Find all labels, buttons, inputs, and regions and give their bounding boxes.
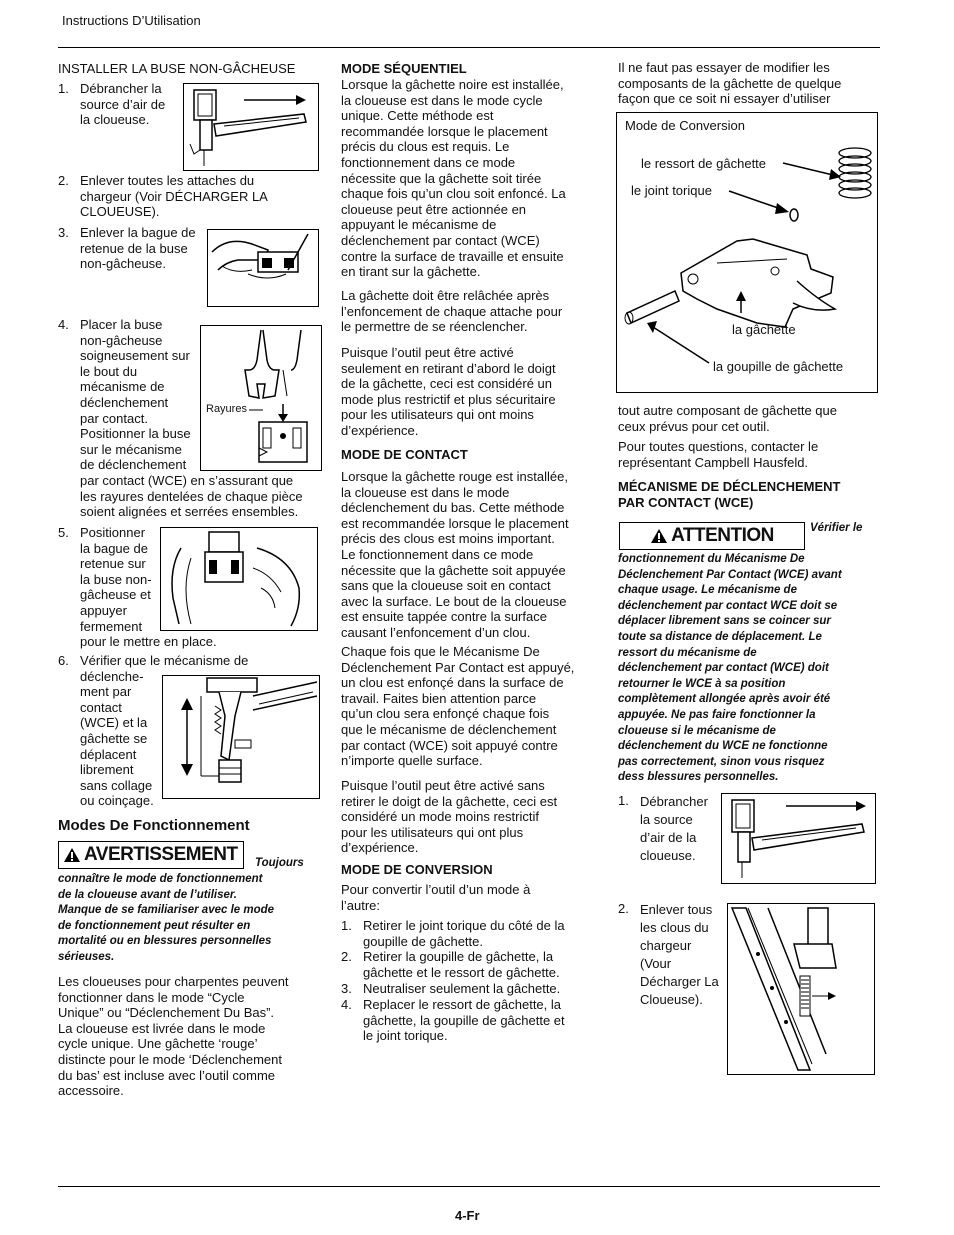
header-rule	[58, 47, 880, 48]
right-after: tout autre composant de gâchette que ceux prévus pour cet outil.	[618, 403, 837, 434]
seq-paragraph: Lorsque la gâchette noire est installée, la cloueuse est dans le mode cycle unique. Cette méthode est recommandée lorsque le placement précis du clous est requis. Le fonctionnement dans ce mode nécessite que la gâchette soit tirée chaque fois qu’un clou soit enfoncé. La cloueuse peut être actionnée en appuyant le mécanisme de déclenchement par contact (WCE) contre la surface de travaille et ensuite en tirant sur la gâchette.	[341, 77, 566, 280]
figure-disconnect-air-2	[721, 793, 876, 884]
figure-remove-ring	[207, 229, 319, 307]
step-number: 3.	[341, 981, 352, 996]
step-number: 2.	[58, 173, 69, 188]
warning-triangle-icon	[650, 528, 668, 544]
conversion-intro: Pour convertir l’outil d’un mode à l’autre:	[341, 882, 531, 913]
step-text: Enlever toutes les attaches du chargeur (Voir DÉCHARGER LA CLOUEUSE).	[80, 173, 268, 220]
attention-text: fonctionnement du Mécanisme De Déclenchement Par Contact (WCE) avant chaque usage. Le mécanisme de déclenchement par contact WCE doit se déplacer librement sans se coincer sur toute sa distance de déplacement. Le ressort du mécanisme de déclenchement par contact (WCE) doit retourner le WCE à sa position complètement allongée après avoir été appuyée. Ne pas faire fonctionner la cloueuse si le mécanisme de déclenchement du WCE ne fonctionne pas correctement, sinon vous risquez dess blessures personnelles.	[618, 553, 842, 784]
step-number: 1.	[341, 918, 352, 933]
warning-badge	[58, 841, 244, 869]
warning-label: AVERTISSEMENT	[84, 844, 238, 865]
step-number: 4.	[341, 997, 352, 1012]
figure-press-ring	[160, 527, 318, 631]
step-number: 2.	[341, 949, 352, 964]
attention-label: ATTENTION	[671, 525, 774, 546]
right-intro: Il ne faut pas essayer de modifier les composants de la gâchette de quelque façon que ce soit ni essayer d’utiliser	[618, 60, 842, 107]
page-number: 4-Fr	[455, 1208, 480, 1223]
step-number: 5.	[58, 525, 69, 540]
warning-triangle-icon	[63, 847, 81, 863]
step-text: Placer la buse non-gâcheuse soigneusement sur le bout du mécanisme de déclenchement par contact. Positionner la buse sur le mécanisme de déclenchement par contact (WCE) en s’assurant que les rayures dentelées de chaque pièce soient alignées et serrées ensembles.	[80, 317, 303, 520]
right-contact: Pour toutes questions, contacter le représentant Campbell Hausfeld.	[618, 439, 819, 470]
figure-check-wce	[162, 675, 320, 799]
install-heading: INSTALLER LA BUSE NON-GÂCHEUSE	[58, 61, 296, 76]
step-number: 4.	[58, 317, 69, 332]
modes-paragraph: Les cloueuses pour charpentes peuvent fonctionner dans le mode “Cycle Unique” ou “Déclenchement Du Bas”. La cloueuse est livrée dans le mode cycle unique. Une gâchette ‘rouge’ distincte pour le mode ‘Déclenchement du bas’ est incluse avec l’outil comme accessoire.	[58, 974, 289, 1099]
attention-badge	[619, 522, 805, 550]
conversion-figure-title: Mode de Conversion	[625, 118, 745, 133]
step-text: Retirer le joint torique du côté de la goupille de gâchette.	[363, 918, 565, 949]
step-text: Neutraliser seulement la gâchette.	[363, 981, 561, 996]
label-trigger-spring: le ressort de gâchette	[641, 156, 767, 171]
figure-disconnect-air	[183, 83, 319, 171]
warning-text: connaître le mode de fonctionnement de la cloueuse avant de l’utiliser. Manque de se familiariser avec le mode de fonctionnement peut résulter en mortalité ou en blessures personnelles sérieuses.	[58, 873, 275, 963]
release-paragraph: La gâchette doit être relâchée après l’enfoncement de chaque attache pour le permettre de se réenclencher.	[341, 288, 563, 335]
figure-place-nozzle	[200, 325, 322, 471]
step-number: 1.	[58, 81, 69, 96]
step-text: Retirer la goupille de gâchette, la gâchette et le ressort de gâchette.	[363, 949, 560, 980]
figure-unload-nails	[727, 903, 875, 1075]
figure-label-rayures: Rayures	[206, 403, 247, 415]
step-number: 1.	[618, 793, 629, 808]
section-title-modes: Modes De Fonctionnement	[58, 817, 250, 834]
heading-mode-conversion: MODE DE CONVERSION	[341, 862, 493, 877]
step-text: Débrancher la source d’air de la cloueuse.	[640, 794, 708, 863]
contact-paragraph: Lorsque la gâchette rouge est installée, la cloueuse est dans le mode déclenchement du bas. Cette méthode est recommandée lorsque le placement précis des clous est moins important. Le fonctionnement dans ce mode nécessite que la gâchette soit appuyée sans que la cloueuse soit en contact avec la surface. Le bout de la cloueuse est ensuite tappée contre la surface causant l’enfoncement d’un clou.	[341, 469, 569, 640]
each-paragraph: Chaque fois que le Mécanisme De Déclenchement Par Contact est appuyé, un clou est enfonçé dans la surface de travail. Faites bien attention parce qu’un clou sera enfonçé chaque fois que le mécanisme de déclenchement par contact (WCE) soit appuyé contre n’importe quelle surface.	[341, 644, 575, 769]
heading-mode-contact: MODE DE CONTACT	[341, 447, 468, 462]
attention-text-first: Vérifier le	[810, 522, 863, 534]
label-trigger-pin: la goupille de gâchette	[713, 359, 844, 374]
step-number: 3.	[58, 225, 69, 240]
step-text: Replacer le ressort de gâchette, la gâchette, la goupille de gâchette et le joint torique.	[363, 997, 565, 1044]
label-o-ring: le joint torique	[631, 183, 712, 198]
label-trigger: la gâchette	[732, 322, 796, 337]
step-number: 6.	[58, 653, 69, 668]
since-paragraph: Puisque l’outil peut être activé seulement en retirant d’abord le doigt de la gâchette, ceci est considéré un mode plus restrictif et plus sécuritaire pour les utilisateurs qui ont moins d’expérience.	[341, 345, 556, 438]
step-text: Positionner la bague de retenue sur la buse non- gâcheuse et appuyer fermement pour le mettre en place.	[80, 525, 217, 650]
step-text: Vérifier que le mécanisme de déclenche- ment par contact (WCE) et la gâchette se déplacent librement sans collage ou coinçage.	[80, 653, 249, 809]
step-text: Enlever la bague de retenue de la buse non-gâcheuse.	[80, 225, 196, 272]
heading-wce: MÉCANISME DE DÉCLENCHEMENT PAR CONTACT (WCE)	[618, 479, 841, 510]
header-title: Instructions D’Utilisation	[62, 13, 201, 28]
figure-conversion-mode	[616, 112, 878, 393]
warning-text-first: Toujours	[255, 857, 304, 869]
step-number: 2.	[618, 901, 629, 916]
step-text: Débrancher la source d’air de la cloueuse.	[80, 81, 166, 128]
heading-mode-sequentiel: MODE SÉQUENTIEL	[341, 61, 467, 76]
footer-rule	[58, 1186, 880, 1187]
since2-paragraph: Puisque l’outil peut être activé sans retirer le doigt de la gâchette, ceci est considéré un mode moins restrictif pour les utilisateurs qui ont plus d’expérience.	[341, 778, 558, 856]
step-text: Enlever tous les clous du chargeur (Vour Décharger La Cloueuse).	[640, 902, 719, 1007]
